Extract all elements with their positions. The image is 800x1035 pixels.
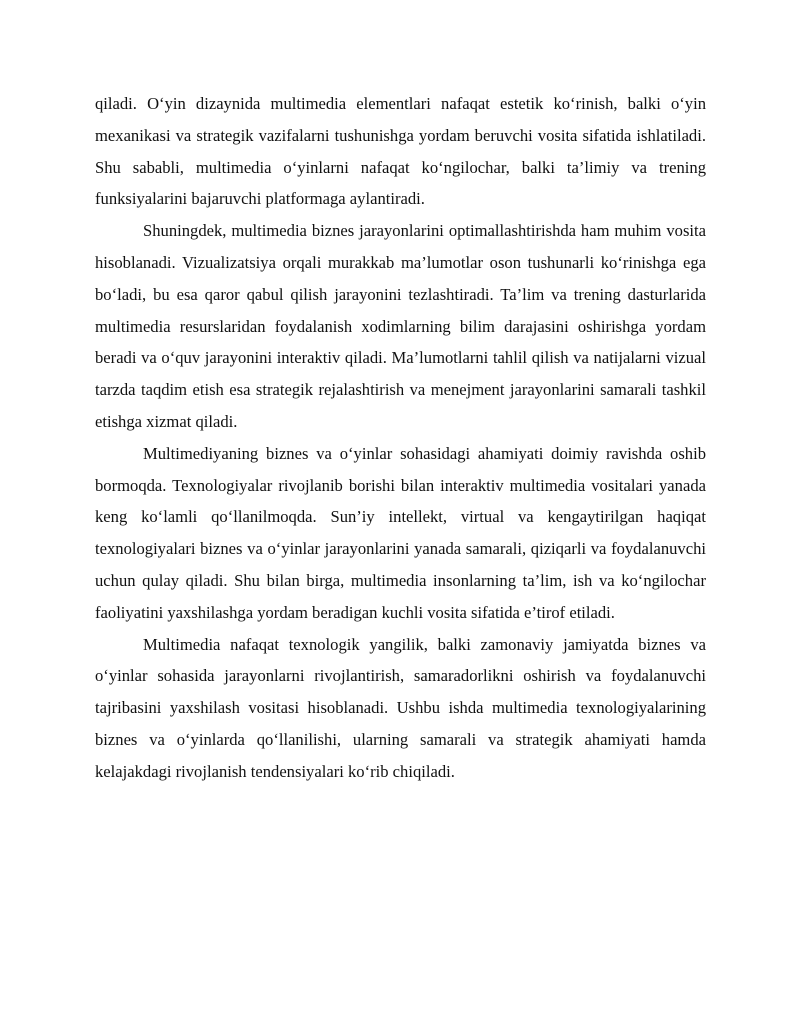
paragraph-business-optimization: Shuningdek, multimedia biznes jarayonlarini optimallashtirishda ham muhim vosita hisoblanadi. Vizualizatsiya orqali murakkab ma’lumotlar oson tushunarli ko‘rinishga ega bo‘ladi, bu esa qaror qabul qilish jarayonini tezlashtiradi. Ta’lim va trening dasturlarida multimedia resurslaridan foydalanish xodimlarning bilim darajasini oshirishga yordam beradi va o‘quv jarayonini interaktiv qiladi. Ma’lumotlarni tahlil qilish va natijalarni vizual tarzda taqdim etish esa strategik rejalashtirish va menejment jarayonlarini samarali tashkil etishga xizmat qiladi. (95, 221, 706, 431)
paragraph-conclusion: Multimedia nafaqat texnologik yangilik, balki zamonaviy jamiyatda biznes va o‘yinlar sohasida jarayonlarni rivojlantirish, samaradorlikni oshirish va foydalanuvchi tajribasini yaxshilash vositasi hisoblanadi. Ushbu ishda multimedia texnologiyalarining biznes va o‘yinlarda qo‘llanilishi, ularning samarali va strategik ahamiyati hamda kelajakdagi rivojlanish tendensiyalari ko‘rib chiqiladi. (95, 634, 706, 781)
paragraph-continuation: qiladi. O‘yin dizaynida multimedia elementlari nafaqat estetik ko‘rinish, balki o‘yin mexanikasi va strategik vazifalarni tushunishga yordam beruvchi vosita sifatida ishlatiladi. Shu sababli, multimedia o‘yinlarni nafaqat ko‘ngilochar, balki ta’limiy va trening funksiyalarini bajaruvchi platformaga aylantiradi. (95, 94, 706, 209)
paragraph-growing-importance: Multimediyaning biznes va o‘yinlar sohasidagi ahamiyati doimiy ravishda oshib bormoqda. Texnologiyalar rivojlanib borishi bilan interaktiv multimedia vositalari yanada keng ko‘lamli qo‘llanilmoqda. Sun’iy intellekt, virtual va kengaytirilgan haqiqat texnologiyalari biznes va o‘yinlar jarayonlarini yanada samarali, qiziqarli va foydalanuvchi uchun qulay qiladi. Shu bilan birga, multimedia insonlarning ta’lim, ish va ko‘ngilochar faoliyatini yaxshilashga yordam beradigan kuchli vosita sifatida e’tirof etiladi. (95, 443, 706, 622)
document-page (95, 88, 706, 788)
